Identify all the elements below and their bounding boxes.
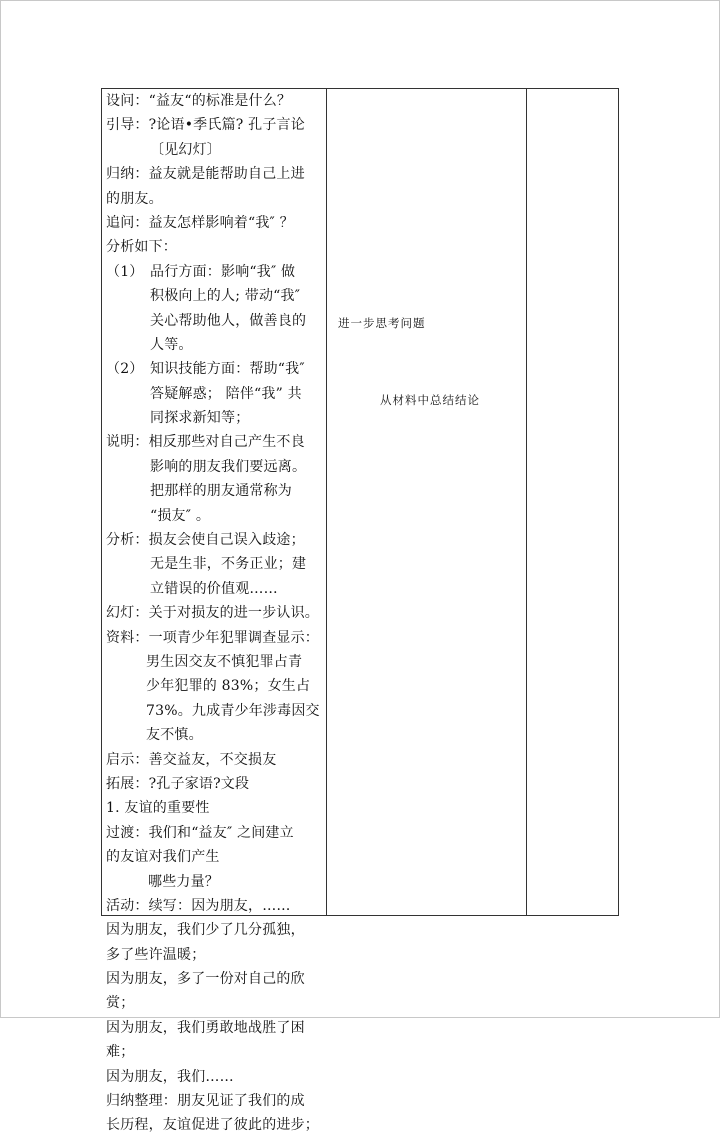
content-line: 活动：续写：因为朋友，…… [106,897,291,914]
student-activity-text: 进一步思考问题 [338,316,426,330]
content-line: 关心帮助他人，做善良的 [150,312,307,329]
numbered-item [106,260,324,284]
content-line: 说明：相反那些对自己产生不良 [106,434,305,451]
content-line: 友不慎。 [146,727,203,744]
item-number: （2） [106,361,144,378]
content-line: 追问：益友怎样影响着“我″ ？ [106,214,294,231]
content-line: 资料：一项青少年犯罪调查显示： [106,629,319,646]
content-line: 设问：“益友“的标准是什么？ [106,93,292,109]
content-line: 的朋友。 [106,190,163,207]
content-line: 分析如下： [106,239,177,256]
numbered-item [106,357,324,381]
section-heading: 1. 友谊的重要性 [106,800,210,817]
content-line: 因为朋友，我们少了几分孤独， [106,922,305,939]
content-line: 因为朋友，我们…… [106,1068,234,1085]
content-line: 幻灯：关于对损友的进一步认识。 [106,605,319,622]
column-divider [526,89,527,915]
lesson-table [101,88,619,1134]
teaching-content-column [106,89,324,1138]
content-line: 难； [106,1044,135,1061]
content-line: 〔见幻灯〕 [150,141,221,158]
content-line: 男生因交友不慎犯罪占青 [146,653,303,670]
content-line: 知识技能方面：帮助“我″ [150,361,305,378]
content-line: 人等。 [150,336,193,353]
content-line: 长历程，友谊促进了彼此的进步； [106,1117,319,1134]
item-number: （1） [106,263,144,280]
content-line: 同探求新知等； [150,410,250,427]
content-line: 的友谊对我们产生 [106,849,220,866]
column-divider [326,89,327,915]
content-line: 积极向上的人; 带动“我″ [150,288,301,305]
content-line: 引导：?论语•季氏篇? 孔子言论 [106,117,305,134]
content-line: “损友″ 。 [150,507,211,524]
content-line: 无是生非，不务正业；建 [150,556,307,573]
content-line: 品行方面：影响“我″ 做 [150,263,296,280]
content-line: 因为朋友，我们勇敢地战胜了困 [106,1019,305,1036]
content-line: 73%。九成青少年涉毒因交 [146,702,320,719]
student-activity-text: 从材料中总结结论 [380,393,480,407]
content-line: 过渡：我们和“益友″ 之间建立 [106,824,294,841]
content-line: 多了些许温暖； [106,946,206,963]
content-line: 归纳整理：朋友见证了我们的成 [106,1093,305,1110]
content-line: 分析：损友会使自己误入歧途； [106,532,305,549]
content-line: 赏； [106,995,135,1012]
content-line: 拓展：?孔子家语?文段 [106,775,250,792]
content-line: 归纳：益友就是能帮助自己上进 [106,166,305,183]
content-line: 哪些力量？ [148,873,219,890]
content-line: 少年犯罪的 83%；女生占 [146,678,311,695]
content-line: 把那样的朋友通常称为 [150,483,292,500]
content-line: 答疑解惑； 陪伴“我” 共 [150,385,302,402]
content-line: 立错误的价值观…… [150,580,278,597]
content-line: 启示：善交益友，不交损友 [106,751,277,768]
content-line: 影响的朋友我们要远离。 [150,458,307,475]
content-line: 因为朋友，多了一份对自己的欣 [106,971,305,988]
